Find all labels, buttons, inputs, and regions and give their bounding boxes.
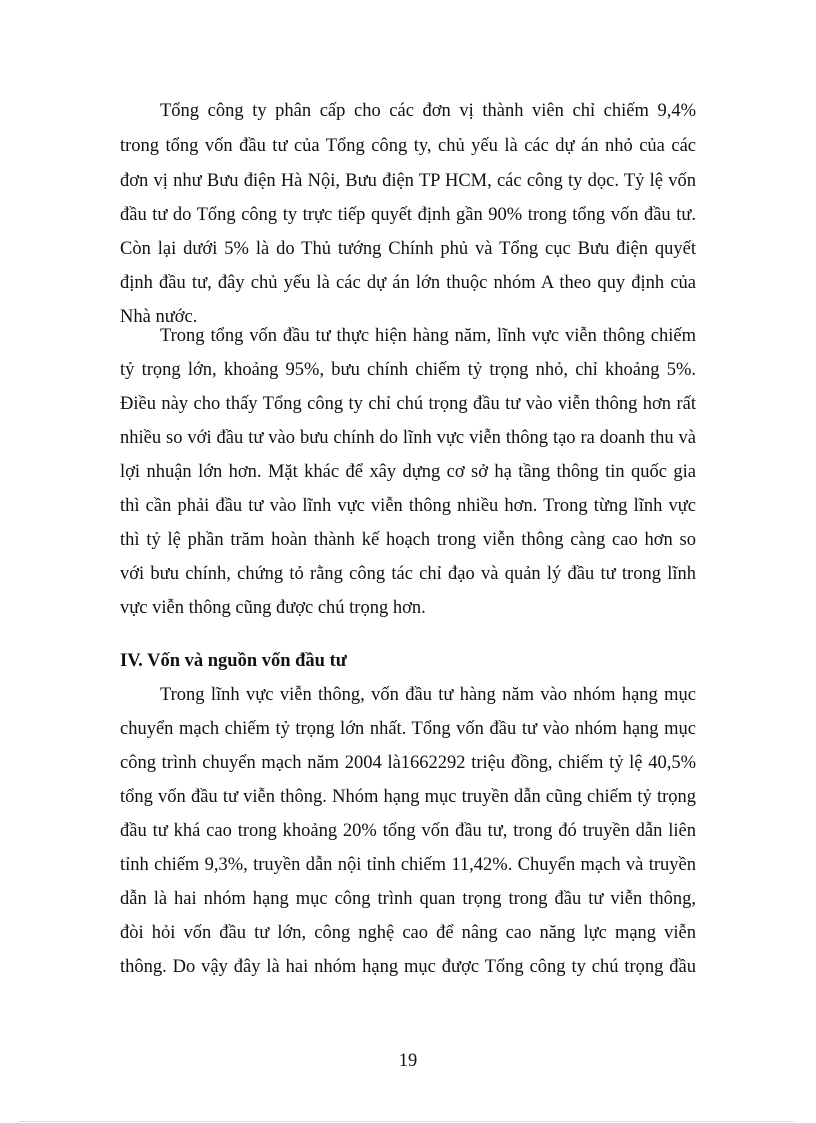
text-line: định đầu tư, đây chủ yếu là các dự án lớn thuộc nhóm A theo quy định của: [120, 273, 696, 293]
text-line: Điều này cho thấy Tổng công ty chỉ chú trọng đầu tư vào viễn thông hơn rất: [120, 394, 696, 414]
text-line: vực viễn thông cũng được chú trọng hơn.: [120, 598, 426, 618]
text-line: đòi hỏi vốn đầu tư lớn, công nghệ cao để nâng cao năng lực mạng viễn: [120, 923, 696, 943]
text-line: đầu tư khá cao trong khoảng 20% tổng vốn đầu tư, trong đó truyền dẫn liên: [120, 821, 696, 841]
text-line: công trình chuyển mạch năm 2004 là1662292 triệu đồng, chiếm tỷ lệ 40,5%: [120, 753, 696, 773]
text-line: thì tỷ lệ phần trăm hoàn thành kế hoạch trong viễn thông càng cao hơn so: [120, 530, 696, 550]
text-line: đơn vị như Bưu điện Hà Nội, Bưu điện TP HCM, các công ty dọc. Tỷ lệ vốn: [120, 171, 696, 191]
text-line: chuyển mạch chiếm tỷ trọng lớn nhất. Tổng vốn đầu tư vào nhóm hạng mục: [120, 719, 696, 739]
text-line: Trong lĩnh vực viễn thông, vốn đầu tư hàng năm vào nhóm hạng mục: [160, 685, 696, 705]
text-line: nhiều so với đầu tư vào bưu chính do lĩnh vực viễn thông tạo ra doanh thu và: [120, 428, 696, 448]
text-line: Còn lại dưới 5% là do Thủ tướng Chính phủ và Tổng cục Bưu điện quyết: [120, 239, 696, 259]
text-line: lợi nhuận lớn hơn. Mặt khác để xây dựng cơ sở hạ tầng thông tin quốc gia: [120, 462, 696, 482]
text-line: trong tổng vốn đầu tư của Tổng công ty, chủ yếu là các dự án nhỏ của các: [120, 136, 696, 156]
text-line: Trong tổng vốn đầu tư thực hiện hàng năm, lĩnh vực viễn thông chiếm: [160, 326, 696, 346]
page-number: 19: [398, 1051, 418, 1071]
text-line: thì cần phải đầu tư vào lĩnh vực viễn thông nhiều hơn. Trong từng lĩnh vực: [120, 496, 696, 516]
text-line: tổng vốn đầu tư viễn thông. Nhóm hạng mục truyền dẫn cũng chiếm tỷ trọng: [120, 787, 696, 807]
text-line: Nhà nước.: [120, 307, 198, 327]
page-bottom-divider: [20, 1121, 796, 1122]
section-heading: IV. Vốn và nguồn vốn đầu tư: [120, 651, 347, 671]
text-line: với bưu chính, chứng tỏ rằng công tác chỉ đạo và quản lý đầu tư trong lĩnh: [120, 564, 696, 584]
text-line: dẫn là hai nhóm hạng mục công trình quan trọng trong đầu tư viễn thông,: [120, 889, 696, 909]
text-line: tỉnh chiếm 9,3%, truyền dẫn nội tỉnh chiếm 11,42%. Chuyển mạch và truyền: [120, 855, 696, 875]
text-line: đầu tư do Tổng công ty trực tiếp quyết định gần 90% trong tổng vốn đầu tư.: [120, 205, 696, 225]
text-line: Tổng công ty phân cấp cho các đơn vị thành viên chỉ chiếm 9,4%: [160, 101, 696, 121]
text-line: tỷ trọng lớn, khoảng 95%, bưu chính chiếm tỷ trọng nhỏ, chỉ khoảng 5%.: [120, 360, 696, 380]
text-line: thông. Do vậy đây là hai nhóm hạng mục được Tổng công ty chú trọng đầu: [120, 957, 696, 977]
